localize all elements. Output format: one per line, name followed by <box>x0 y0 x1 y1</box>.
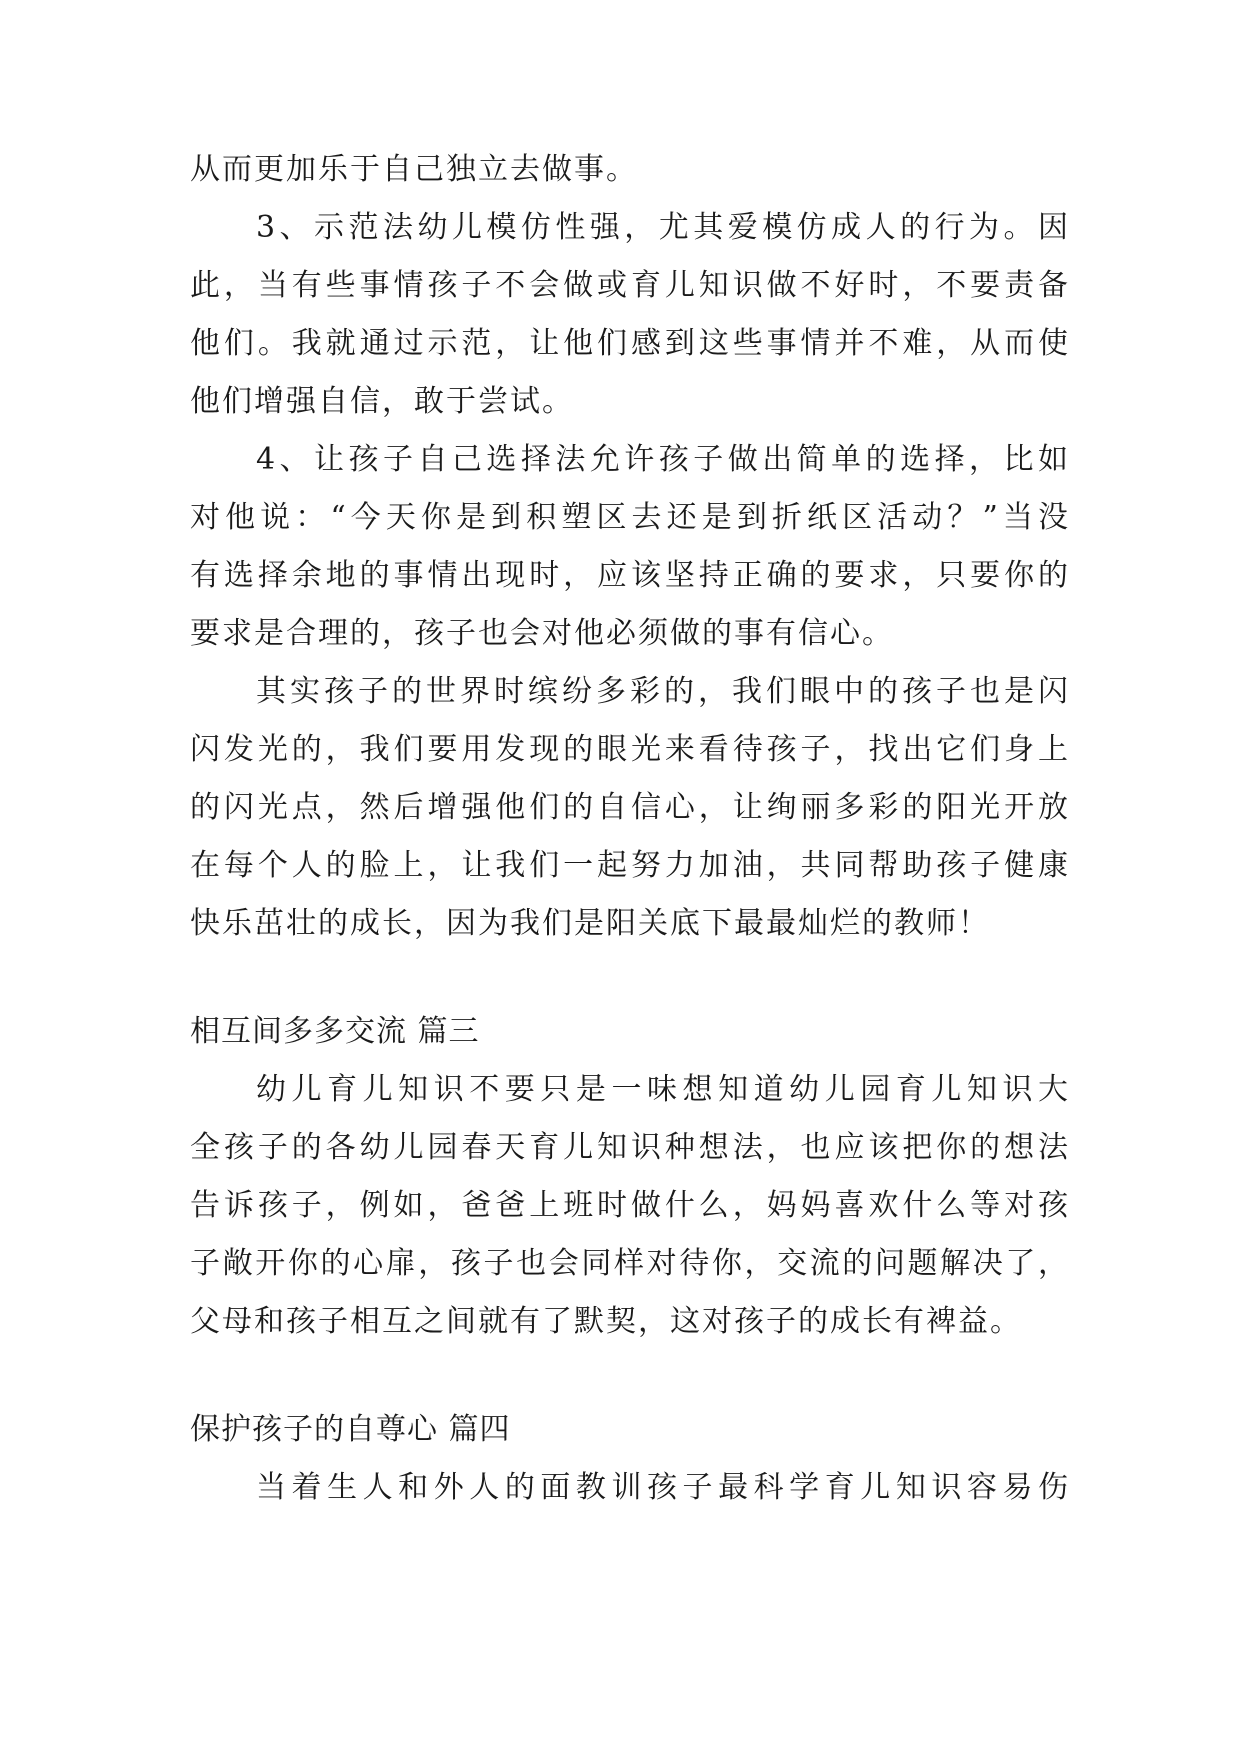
body-line: 子敞开你的心扉，孩子也会同样对待你，交流的问题解决了， <box>190 1246 1070 1281</box>
body-line: 的闪光点，然后增强他们的自信心，让绚丽多彩的阳光开放 <box>190 790 1070 825</box>
body-line: 他们增强自信，敢于尝试。 <box>190 384 574 419</box>
body-line: 全孩子的各幼儿园春天育儿知识种想法，也应该把你的想法 <box>190 1130 1070 1165</box>
paragraph-first-line: 幼儿育儿知识不要只是一味想知道幼儿园育儿知识大 <box>256 1072 1070 1107</box>
body-line: 从而更加乐于自己独立去做事。 <box>190 152 638 187</box>
body-line: 要求是合理的，孩子也会对他必须做的事有信心。 <box>190 616 894 651</box>
body-line: 父母和孩子相互之间就有了默契，这对孩子的成长有裨益。 <box>190 1304 1022 1339</box>
body-line: 快乐茁壮的成长，因为我们是阳关底下最最灿烂的教师！ <box>190 906 990 941</box>
paragraph-first-line: 3、示范法幼儿模仿性强，尤其爱模仿成人的行为。因 <box>256 210 1070 245</box>
body-line: 在每个人的脸上，让我们一起努力加油，共同帮助孩子健康 <box>190 848 1070 883</box>
body-line: 闪发光的，我们要用发现的眼光来看待孩子，找出它们身上 <box>190 732 1070 767</box>
paragraph-first-line: 当着生人和外人的面教训孩子最科学育儿知识容易伤 <box>256 1470 1070 1505</box>
body-line: 有选择余地的事情出现时，应该坚持正确的要求，只要你的 <box>190 558 1070 593</box>
body-line: 告诉孩子，例如，爸爸上班时做什么，妈妈喜欢什么等对孩 <box>190 1188 1070 1223</box>
body-line: 他们。我就通过示范，让他们感到这些事情并不难，从而使 <box>190 326 1070 361</box>
section-heading: 保护孩子的自尊心 篇四 <box>190 1412 511 1447</box>
section-heading: 相互间多多交流 篇三 <box>190 1014 480 1049</box>
body-line: 对他说：“今天你是到积塑区去还是到折纸区活动？”当没 <box>190 500 1070 535</box>
body-line: 此，当有些事情孩子不会做或育儿知识做不好时，不要责备 <box>190 268 1070 303</box>
paragraph-first-line: 其实孩子的世界时缤纷多彩的，我们眼中的孩子也是闪 <box>256 674 1070 709</box>
paragraph-first-line: 4、让孩子自己选择法允许孩子做出简单的选择，比如 <box>256 442 1070 477</box>
